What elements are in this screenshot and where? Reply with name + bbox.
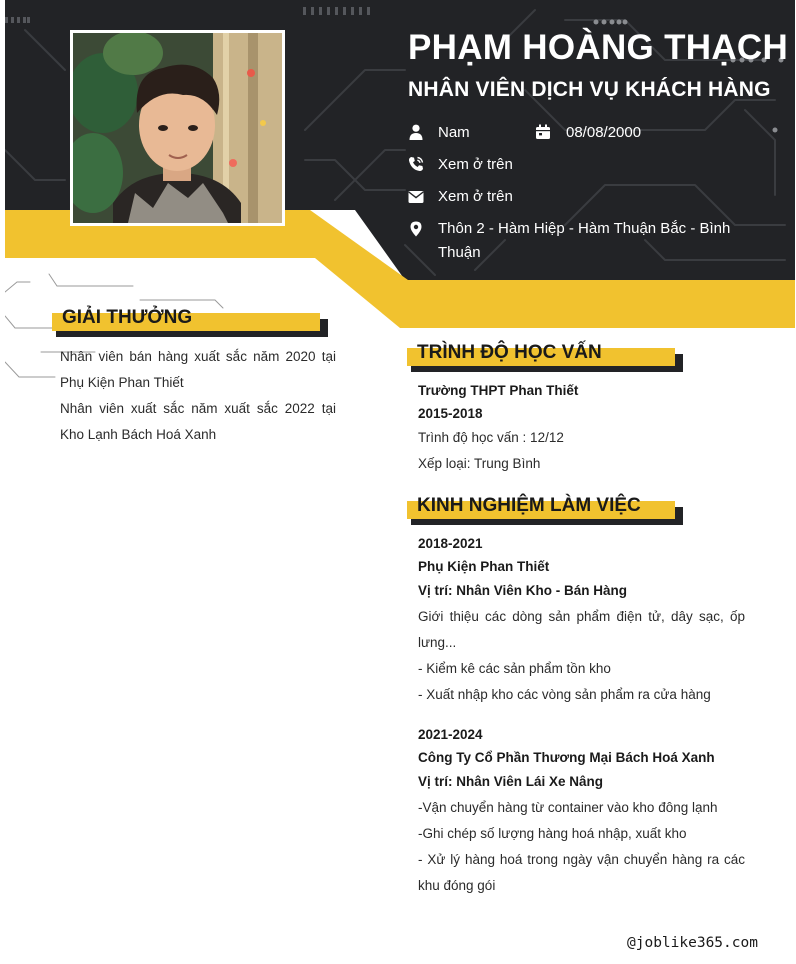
user-icon (408, 124, 424, 140)
map-marker-icon (408, 221, 424, 237)
gender-value: Nam (438, 124, 470, 141)
experience-item (418, 532, 745, 708)
experience-item (418, 723, 745, 899)
awards-title: GIẢI THƯỞNG (62, 307, 193, 328)
job-period: 2018-2021 (418, 536, 483, 551)
cv-page (5, 0, 795, 964)
award-item: Nhân viên xuất sắc năm xuất sắc 2022 tại Kho Lạnh Bách Hoá Xanh (60, 401, 336, 442)
job-company: Phụ Kiện Phan Thiết (418, 559, 550, 574)
job-detail: -Ghi chép số lượng hàng hoá nhập, xuất kho (418, 826, 687, 841)
education-level: Trình độ học vấn : 12/12 (418, 430, 564, 445)
education-block (418, 379, 745, 477)
birthday-value: 08/08/2000 (566, 124, 642, 141)
award-item: Nhân viên bán hàng xuất sắc năm 2020 tại Phụ Kiện Phan Thiết (60, 349, 336, 390)
job-detail: - Kiểm kê các sản phẩm tồn kho (418, 661, 611, 676)
experience-title: KINH NGHIỆM LÀM VIỆC (417, 495, 641, 516)
candidate-name: PHẠM HOÀNG THẠCH (408, 28, 789, 67)
calendar-icon (535, 124, 551, 140)
envelope-icon (408, 189, 424, 205)
job-position: Vị trí: Nhân Viên Lái Xe Nâng (418, 774, 604, 789)
address-line-2: Thuận (438, 244, 481, 261)
address-value (438, 217, 778, 265)
address-line-1: Thôn 2 - Hàm Hiệp - Hàm Thuận Bắc - Bình (438, 220, 731, 237)
job-period: 2021-2024 (418, 727, 483, 742)
experience-heading (411, 495, 683, 527)
education-rank: Xếp loại: Trung Bình (418, 456, 541, 471)
phone-value: Xem ở trên (438, 156, 513, 173)
footer-watermark: @joblike365.com (627, 935, 758, 951)
profile-photo (70, 30, 285, 226)
job-detail: - Xử lý hàng hoá trong ngày vận chuyển hàng ra các khu đóng gói (418, 852, 745, 893)
education-heading (411, 342, 683, 374)
awards-heading (56, 307, 328, 339)
job-company: Công Ty Cổ Phần Thương Mại Bách Hoá Xanh (418, 750, 715, 765)
phone-icon (408, 156, 424, 172)
job-detail: - Xuất nhập kho các vòng sản phẩm ra cửa hàng (418, 687, 711, 702)
job-detail: -Vận chuyển hàng từ container vào kho đông lạnh (418, 800, 718, 815)
school-name: Trường THPT Phan Thiết (418, 383, 579, 398)
email-value: Xem ở trên (438, 188, 513, 205)
job-title: NHÂN VIÊN DỊCH VỤ KHÁCH HÀNG (408, 78, 771, 101)
education-title: TRÌNH ĐỘ HỌC VẤN (417, 342, 602, 363)
education-period: 2015-2018 (418, 406, 483, 421)
job-detail: Giới thiệu các dòng sản phẩm điện tử, dây sạc, ốp lưng... (418, 609, 745, 650)
job-position: Vị trí: Nhân Viên Kho - Bán Hàng (418, 583, 628, 598)
